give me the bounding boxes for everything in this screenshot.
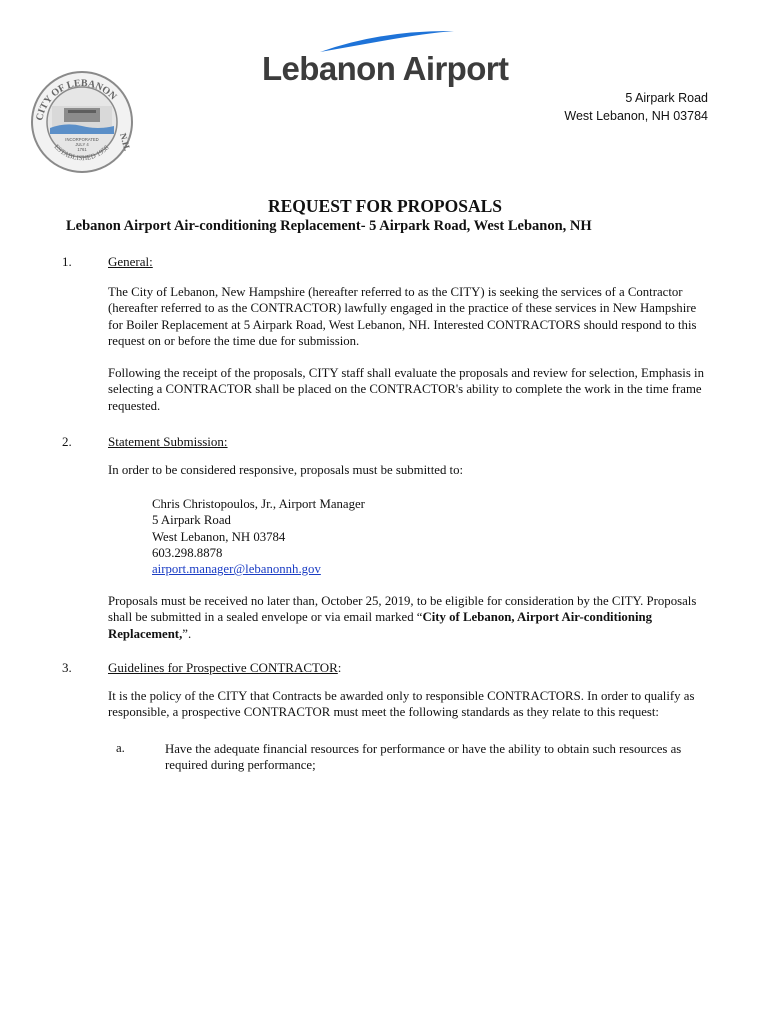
section-1-heading: General: bbox=[108, 254, 153, 269]
section-1-number: 1. bbox=[62, 254, 72, 269]
section-3-heading-suffix: : bbox=[337, 660, 342, 675]
airport-logo bbox=[262, 24, 509, 90]
section-2-number: 2. bbox=[62, 434, 72, 449]
section-2-closing-end: ”. bbox=[182, 626, 192, 641]
section-3-number: 3. bbox=[62, 660, 72, 675]
document-title: REQUEST FOR PROPOSALS bbox=[267, 196, 503, 216]
contact-phone: 603.298.8878 bbox=[152, 545, 223, 560]
contact-block bbox=[152, 496, 365, 577]
city-seal-logo bbox=[30, 70, 134, 174]
address-line-2: West Lebanon, NH 03784 bbox=[564, 109, 708, 123]
address-line-1: 5 Airpark Road bbox=[625, 91, 708, 105]
section-3-item-a-letter: a. bbox=[116, 741, 125, 755]
contact-city: West Lebanon, NH 03784 bbox=[152, 529, 286, 544]
document-subtitle: Lebanon Airport Air-conditioning Replacement- 5 Airpark Road, West Lebanon, NH bbox=[66, 218, 592, 234]
seal-ring-text-right: N.H. bbox=[118, 131, 133, 152]
logo-wordmark: Lebanon Airport bbox=[262, 50, 509, 87]
section-2-heading: Statement Submission: bbox=[108, 434, 228, 449]
seal-inner-text-1: INCORPORATED bbox=[65, 137, 99, 142]
section-2-closing-bold: City of Lebanon, Airport Air-conditioning Replacement, bbox=[108, 610, 653, 641]
contact-name: Chris Christopoulos, Jr., Airport Manager bbox=[152, 497, 365, 511]
section-3-heading-text: Guidelines for Prospective CONTRACTOR bbox=[108, 660, 338, 675]
section-2-closing bbox=[108, 593, 708, 642]
section-2-intro: In order to be considered responsive, proposals must be submitted to: bbox=[108, 463, 464, 477]
section-3-intro: It is the policy of the CITY that Contracts be awarded only to responsible CONTRACTORS. In order to qualify as responsible, a prospective CONTRACTOR must meet the following standards as they relate to this request: bbox=[108, 689, 695, 720]
contact-email-link[interactable]: airport.manager@lebanonnh.gov bbox=[152, 562, 321, 577]
seal-inner-text-2: JULY 4 bbox=[75, 142, 89, 147]
section-3-item-a-text: Have the adequate financial resources for performance or have the ability to obtain such resources as required during performance; bbox=[165, 742, 682, 773]
seal-inner-text-3: 1761 bbox=[77, 147, 87, 152]
header-address bbox=[564, 89, 708, 125]
contact-street: 5 Airpark Road bbox=[152, 513, 231, 528]
section-1-paragraph-1: The City of Lebanon, New Hampshire (hereafter referred to as the CITY) is seeking the services of a Contractor (hereafter referred to as the CONTRACTOR) lawfully engaged in the practice of these services in New Hampshire for Boiler Replacement at 5 Airpark Road, West Lebanon, NH. Interested CONTRACTORS should respond to this request on or before the time due for submission. bbox=[108, 285, 697, 348]
section-2-closing-plain: Proposals must be received no later than, October 25, 2019, to be eligible for consideration by the CITY. Proposals shall be submitted in a sealed envelope or via email marked “ bbox=[108, 594, 697, 625]
section-3-heading bbox=[108, 660, 341, 676]
seal-ring-text-top: CITY OF LEBANON bbox=[34, 77, 119, 122]
seal-ring-text-bottom: ESTABLISHED 1958 bbox=[52, 142, 111, 163]
section-1-paragraph-2: Following the receipt of the proposals, CITY staff shall evaluate the proposals and review for selection, Emphasis in selecting a CONTRACTOR shall be placed on the CONTRACTOR's ability to complete the work in the time frame requested. bbox=[108, 366, 704, 413]
